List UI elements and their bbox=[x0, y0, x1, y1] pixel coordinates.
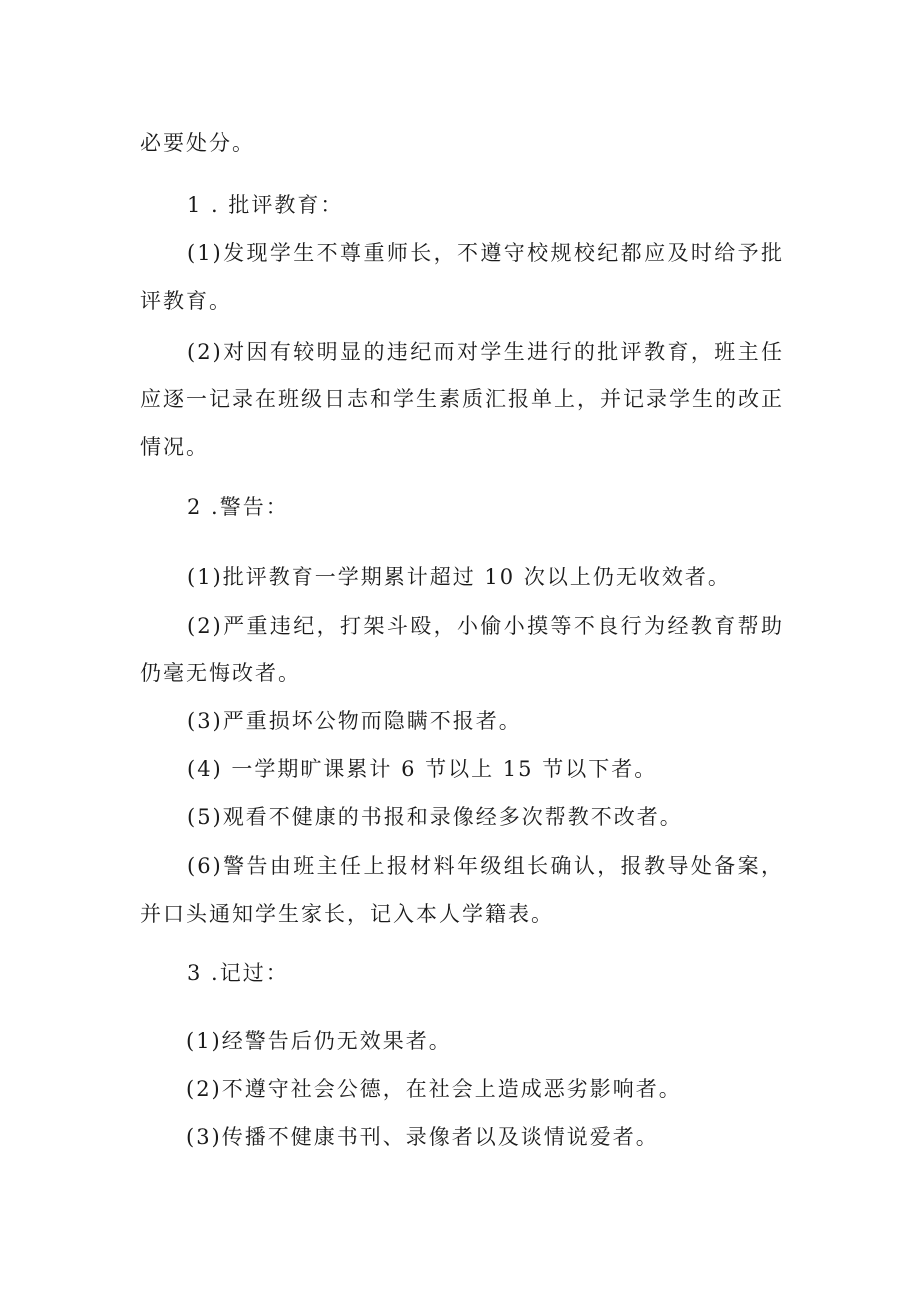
text-line: (3)严重损坏公物而隐瞒不报者。 bbox=[187, 709, 522, 733]
text-line: (2)不遵守社会公德，在社会上造成恶劣影响者。 bbox=[186, 1077, 682, 1101]
text-line: 并口头通知学生家长，记入本人学籍表。 bbox=[140, 902, 554, 926]
section-heading-warning: 2 .警告： bbox=[187, 495, 289, 519]
text-line: 情况。 bbox=[140, 435, 209, 459]
text-line: 应逐一记录在班级日志和学生素质汇报单上，并记录学生的改正 bbox=[140, 387, 784, 411]
text-line: (2)严重违纪，打架斗殴，小偷小摸等不良行为经教育帮助 bbox=[187, 614, 784, 638]
text-line: (5)观看不健康的书报和录像经多次帮教不改者。 bbox=[187, 805, 683, 829]
section-heading-demerit: 3 .记过： bbox=[187, 961, 289, 985]
text-line: (1)经警告后仍无效果者。 bbox=[186, 1029, 452, 1053]
text-line: 仍毫无悔改者。 bbox=[140, 661, 301, 685]
section-heading-criticism: 1 . 批评教育： bbox=[187, 193, 344, 217]
text-line: (1)批评教育一学期累计超过 10 次以上仍无收效者。 bbox=[187, 565, 731, 589]
text-line: (6)警告由班主任上报材料年级组长确认，报教导处备案， bbox=[187, 854, 784, 878]
text-line: (2)对因有较明显的违纪而对学生进行的批评教育，班主任 bbox=[187, 340, 784, 364]
text-line: 评教育。 bbox=[140, 289, 232, 313]
text-line: (1)发现学生不尊重师长，不遵守校规校纪都应及时给予批 bbox=[187, 241, 784, 265]
text-line: 必要处分。 bbox=[140, 131, 255, 155]
text-line: (4) 一学期旷课累计 6 节以上 15 节以下者。 bbox=[187, 757, 658, 781]
text-line: (3)传播不健康书刊、录像者以及谈情说爱者。 bbox=[186, 1125, 659, 1149]
